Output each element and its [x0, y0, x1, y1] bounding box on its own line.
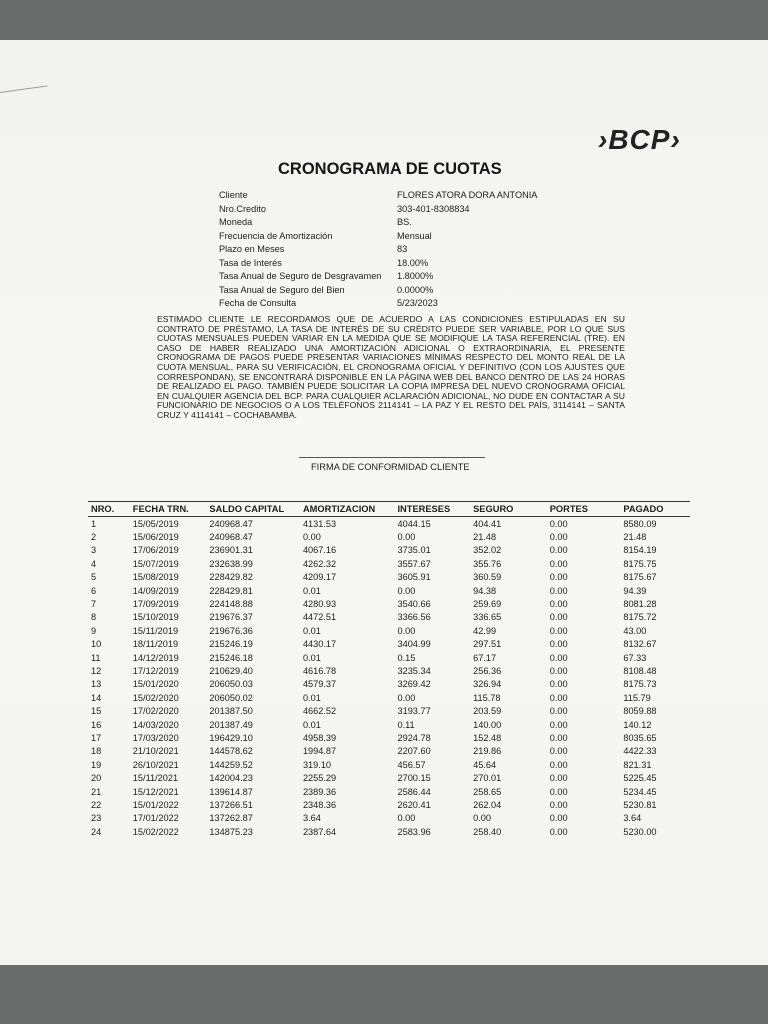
- table-cell: 0.00: [549, 813, 568, 824]
- table-cell: 140.12: [623, 719, 652, 730]
- table-cell: 15/11/2019: [132, 625, 179, 636]
- table-cell: 2: [91, 532, 97, 543]
- table-cell: 5230.00: [623, 826, 657, 837]
- table-cell: 10: [91, 639, 102, 650]
- info-label: Cliente: [219, 190, 248, 200]
- table-cell: 4579.37: [302, 679, 337, 690]
- info-label: Tasa Anual de Seguro de Desgravamen: [219, 271, 382, 281]
- table-row: [88, 611, 690, 624]
- table-cell: 18: [91, 746, 102, 757]
- table-cell: 14/09/2019: [132, 585, 179, 596]
- table-cell: 144259.52: [209, 759, 253, 770]
- table-cell: 0.00: [549, 558, 568, 569]
- table-cell: 15/12/2021: [132, 786, 179, 797]
- table-cell: 23: [91, 813, 102, 824]
- info-label: Fecha de Consulta: [219, 298, 297, 308]
- table-cell: 20: [91, 773, 102, 784]
- info-value: FLORES ATORA DORA ANTONIA: [397, 190, 538, 200]
- table-cell: 17/03/2020: [132, 732, 179, 743]
- table-cell: 0.00: [549, 732, 568, 743]
- installment-table: [88, 501, 690, 838]
- table-cell: 0.00: [549, 639, 568, 650]
- table-row: [88, 771, 690, 784]
- table-cell: 3605.91: [397, 572, 431, 583]
- table-cell: 360.59: [473, 572, 502, 583]
- table-cell: 4616.78: [302, 665, 337, 676]
- table-cell: 0.00: [549, 532, 568, 543]
- table-cell: 43.00: [623, 625, 647, 636]
- table-cell: 319.10: [302, 759, 332, 770]
- column-header: SEGURO: [473, 504, 514, 514]
- table-cell: 219676.37: [209, 612, 253, 623]
- table-cell: 0.00: [549, 625, 568, 636]
- info-row: [219, 257, 537, 271]
- table-cell: 6: [91, 585, 97, 596]
- table-cell: 15: [91, 706, 102, 717]
- table-cell: 22: [91, 799, 102, 810]
- table-cell: 8059.88: [623, 706, 657, 717]
- table-row: [88, 745, 690, 758]
- table-cell: 45.64: [473, 759, 497, 770]
- table-cell: 3.64: [623, 813, 642, 824]
- table-cell: 144578.62: [209, 746, 253, 757]
- table-cell: 115.78: [473, 692, 501, 703]
- table-cell: 0.00: [549, 518, 568, 529]
- signature-label: FIRMA DE CONFORMIDAD CLIENTE: [311, 462, 470, 472]
- table-cell: 0.00: [397, 585, 416, 596]
- table-cell: 4: [91, 558, 97, 569]
- table-cell: 352.02: [473, 545, 502, 556]
- table-cell: 3540.66: [397, 599, 431, 610]
- table-row: [88, 557, 690, 570]
- table-cell: 1994.87: [302, 746, 337, 757]
- info-value: 83: [397, 244, 408, 254]
- table-cell: 15/01/2022: [132, 799, 179, 810]
- table-cell: 4131.53: [302, 518, 337, 529]
- table-cell: 3193.77: [397, 706, 431, 717]
- table-cell: 17/01/2022: [132, 813, 179, 824]
- info-row: [219, 189, 537, 203]
- table-cell: 0.00: [397, 532, 416, 543]
- column-header: NRO.: [91, 504, 115, 514]
- table-cell: 8081.28: [623, 599, 657, 610]
- table-cell: 0.00: [549, 746, 568, 757]
- table-cell: 139614.87: [209, 786, 253, 797]
- table-cell: 201387.50: [209, 706, 253, 717]
- table-cell: 13: [91, 679, 102, 690]
- info-value: 18.00%: [397, 257, 429, 268]
- table-cell: 17/12/2019: [132, 665, 179, 676]
- table-cell: 2583.96: [397, 826, 431, 837]
- table-cell: 2255.29: [302, 773, 337, 784]
- table-cell: 0.00: [397, 692, 416, 703]
- table-cell: 2387.64: [302, 826, 337, 837]
- table-cell: 17/02/2020: [132, 706, 179, 717]
- table-cell: 15/08/2019: [132, 572, 179, 583]
- table-cell: 94.39: [623, 585, 647, 596]
- table-cell: 215246.19: [209, 639, 253, 650]
- table-row: [88, 785, 690, 798]
- table-row: [88, 678, 690, 691]
- table-cell: 15/07/2019: [132, 558, 179, 569]
- table-cell: 326.94: [473, 679, 502, 690]
- table-cell: 0.11: [397, 719, 415, 730]
- table-cell: 336.65: [473, 612, 502, 623]
- table-header-row: [88, 502, 690, 516]
- info-row: [219, 216, 537, 230]
- info-row: [219, 284, 537, 298]
- table-cell: 8035.65: [623, 732, 657, 743]
- table-cell: 15/10/2019: [132, 612, 179, 623]
- table-cell: 219676.36: [209, 625, 253, 636]
- table-cell: 3269.42: [397, 679, 431, 690]
- table-row: [88, 571, 690, 584]
- table-cell: 228429.82: [209, 572, 253, 583]
- table-cell: 219.86: [473, 746, 502, 757]
- table-cell: 210629.40: [209, 665, 253, 676]
- table-cell: 240968.47: [209, 518, 253, 529]
- table-cell: 8175.75: [623, 558, 657, 569]
- info-label: Frecuencia de Amortización: [219, 230, 333, 241]
- table-cell: 0.00: [549, 665, 568, 676]
- table-cell: 0.00: [549, 585, 568, 596]
- table-cell: 94.38: [473, 585, 497, 596]
- table-cell: 259.69: [473, 599, 502, 610]
- table-cell: 0.00: [549, 719, 568, 730]
- table-cell: 0.00: [549, 773, 568, 784]
- table-cell: 12: [91, 665, 102, 676]
- column-header: AMORTIZACION: [302, 504, 376, 514]
- table-cell: 2207.60: [397, 746, 431, 757]
- table-cell: 5234.45: [623, 786, 657, 797]
- table-cell: 228429.81: [209, 585, 253, 596]
- table-cell: 26/10/2021: [132, 759, 179, 770]
- table-cell: 4662.52: [302, 706, 337, 717]
- table-cell: 2700.15: [397, 773, 431, 784]
- table-cell: 0.01: [302, 585, 321, 596]
- table-row: [88, 812, 690, 825]
- table-cell: 0.15: [397, 652, 416, 663]
- table-cell: 8154.19: [623, 545, 657, 556]
- table-cell: 3735.01: [397, 545, 431, 556]
- info-row: [219, 243, 537, 257]
- info-value: BS.: [397, 217, 412, 227]
- table-cell: 236901.31: [209, 545, 253, 556]
- table-cell: 17/09/2019: [132, 599, 179, 610]
- table-row: [88, 704, 690, 717]
- table-cell: 270.01: [473, 773, 502, 784]
- table-cell: 8175.67: [623, 572, 657, 583]
- table-cell: 115.79: [623, 692, 651, 703]
- table-cell: 3235.34: [397, 665, 431, 676]
- table-cell: 0.00: [549, 786, 568, 797]
- table-cell: 9: [91, 625, 97, 636]
- table-row: [88, 731, 690, 744]
- table-row: [88, 544, 690, 557]
- table-cell: 0.00: [549, 759, 568, 770]
- table-cell: 21.48: [473, 532, 497, 543]
- credit-info-block: [219, 189, 537, 311]
- table-row: [88, 651, 690, 664]
- table-cell: 0.01: [302, 625, 321, 636]
- table-cell: 15/02/2020: [132, 692, 179, 703]
- table-body: [88, 517, 690, 838]
- table-cell: 137266.51: [209, 799, 253, 810]
- table-cell: 203.59: [473, 706, 502, 717]
- table-cell: 206050.03: [209, 679, 253, 690]
- table-cell: 14/12/2019: [132, 652, 179, 663]
- table-cell: 0.01: [302, 652, 321, 663]
- bcp-logo: ›BCP›: [598, 124, 681, 155]
- table-row: [88, 664, 690, 677]
- table-cell: 14/03/2020: [132, 719, 179, 730]
- column-header: PORTES: [549, 504, 588, 514]
- info-value: 0.0000%: [397, 284, 434, 295]
- table-cell: 11: [91, 652, 101, 663]
- table-cell: 8: [91, 612, 97, 623]
- table-cell: 0.00: [302, 532, 321, 543]
- table-cell: 355.76: [473, 558, 502, 569]
- table-row: [88, 517, 690, 530]
- table-row: [88, 584, 690, 597]
- table-cell: 240968.47: [209, 532, 253, 543]
- table-cell: 0.00: [549, 599, 568, 610]
- info-value: 303-401-8308834: [397, 203, 470, 214]
- table-cell: 8175.72: [623, 612, 657, 623]
- table-cell: 0.01: [302, 692, 321, 703]
- table-cell: 17: [91, 732, 102, 743]
- column-header: SALDO CAPITAL: [209, 504, 285, 514]
- table-cell: 1: [91, 518, 97, 529]
- table-row: [88, 758, 690, 771]
- info-label: Nro.Credito: [219, 203, 266, 214]
- table-cell: 140.00: [473, 719, 502, 730]
- table-cell: 15/01/2020: [132, 679, 179, 690]
- table-cell: 0.00: [397, 813, 416, 824]
- table-cell: 16: [91, 719, 102, 730]
- table-cell: 21/10/2021: [132, 746, 179, 757]
- table-row: [88, 624, 690, 637]
- table-cell: 15/06/2019: [132, 532, 179, 543]
- table-cell: 137262.87: [209, 813, 253, 824]
- table-cell: 7: [91, 599, 97, 610]
- table-cell: 4044.15: [397, 518, 431, 529]
- table-cell: 15/05/2019: [132, 518, 179, 529]
- table-cell: 2924.78: [397, 732, 431, 743]
- table-cell: 8580.09: [623, 518, 657, 529]
- table-cell: 4209.17: [302, 572, 337, 583]
- table-cell: 8132.67: [623, 639, 657, 650]
- table-cell: 4280.93: [302, 599, 337, 610]
- table-cell: 2348.36: [302, 799, 337, 810]
- column-header: FECHA TRN.: [132, 504, 189, 514]
- table-cell: 3: [91, 545, 97, 556]
- table-row: [88, 691, 690, 704]
- table-cell: 0.00: [549, 706, 568, 717]
- table-cell: 134875.23: [209, 826, 253, 837]
- table-cell: 4958.39: [302, 732, 337, 743]
- table-cell: 258.40: [473, 826, 502, 837]
- table-cell: 5230.81: [623, 799, 657, 810]
- table-cell: 215246.18: [209, 652, 253, 663]
- table-cell: 15/02/2022: [132, 826, 179, 837]
- table-cell: 0.00: [549, 799, 568, 810]
- table-cell: 224148.88: [209, 599, 253, 610]
- table-cell: 0.00: [473, 813, 491, 824]
- info-row: [219, 203, 537, 217]
- table-cell: 0.00: [549, 826, 568, 837]
- table-row: [88, 638, 690, 651]
- table-cell: 2586.44: [397, 786, 431, 797]
- table-cell: 67.33: [623, 652, 647, 663]
- table-cell: 17/06/2019: [132, 545, 179, 556]
- table-cell: 232638.99: [209, 558, 253, 569]
- table-row: [88, 825, 690, 838]
- table-cell: 0.00: [549, 692, 568, 703]
- info-row: [219, 270, 537, 284]
- table-cell: 0.00: [549, 679, 568, 690]
- table-cell: 5: [91, 572, 97, 583]
- table-cell: 5225.45: [623, 773, 657, 784]
- table-cell: 3366.56: [397, 612, 431, 623]
- table-cell: 14: [91, 692, 102, 703]
- table-row: [88, 718, 690, 731]
- table-cell: 297.51: [473, 639, 502, 650]
- info-label: Moneda: [219, 217, 253, 227]
- info-value: 1.8000%: [397, 271, 434, 281]
- table-cell: 152.48: [473, 732, 502, 743]
- table-cell: 196429.10: [209, 732, 253, 743]
- table-cell: 67.17: [473, 652, 497, 663]
- table-cell: 821.31: [623, 759, 652, 770]
- table-cell: 3.64: [302, 813, 321, 824]
- table-cell: 404.41: [473, 518, 502, 529]
- customer-notice: ESTIMADO CLIENTE LE RECORDAMOS QUE DE ACUERDO A LAS CONDICIONES ESTIPULADAS EN SU CONTRATO DE PRÉSTAMO, LA TASA DE INTERÉS DE SU CRÉDITO PUEDE SER VARIABLE, POR LO QUE SUS CUOTAS MENSUALES PUEDEN VARIAR EN LA MEDIDA QUE SE MODIFIQUE LA TASA REFERENCIAL (TRE). EN CASO DE HABER REALIZADO UNA AMORTIZACIÓN ADICIONAL O EXTRAORDINARIA, EL PRESENTE CRONOGRAMA DE PAGOS PUEDE PRESENTAR VARIACIONES MÍNIMAS RESPECTO DEL MONTO REAL DE LA CUOTA MENSUAL, PARA SU VERIFICACIÓN, EL CRONOGRAMA OFICIAL Y DEFINITIVO (CON LOS AJUSTES QUE CORRESPONDAN), SE ENCONTRARÁ DISPONIBLE EN LA PÁGINA WEB DEL BANCO DENTRO DE LAS 24 HORAS DE REALIZADO EL PAGO. TAMBIÉN PUEDE SOLICITAR LA COPIA IMPRESA DEL NUEVO CRONOGRAMA OFICIAL EN CUALQUIER AGENCIA DEL BCP. PARA CUALQUIER ACLARACIÓN ADICIONAL, NO DUDE EN CONTACTAR A SU FUNCIONARIO DE NEGOCIOS O A LOS TELÉFONOS 2114141 – LA PAZ Y EL RESTO DEL PAÍS, 3114141 – SANTA CRUZ Y 4114141 – COCHABAMBA.: [157, 314, 625, 420]
- table-cell: 3404.99: [397, 639, 431, 650]
- table-cell: 0.00: [549, 612, 568, 623]
- table-cell: 4422.33: [623, 746, 657, 757]
- info-label: Tasa de Interés: [219, 257, 282, 268]
- table-cell: 42.99: [473, 625, 497, 636]
- table-cell: 206050.02: [209, 692, 253, 703]
- signature-line: [299, 457, 485, 458]
- table-cell: 8108.48: [623, 665, 657, 676]
- table-cell: 0.00: [549, 572, 568, 583]
- column-header: INTERESES: [397, 504, 451, 514]
- document-title: CRONOGRAMA DE CUOTAS: [278, 160, 502, 178]
- table-cell: 24: [91, 826, 102, 837]
- table-cell: 0.01: [302, 719, 321, 730]
- table-row: [88, 798, 690, 811]
- info-value: Mensual: [397, 230, 432, 241]
- info-value: 5/23/2023: [397, 298, 438, 308]
- table-cell: 2389.36: [302, 786, 337, 797]
- info-row: [219, 297, 537, 311]
- table-cell: 256.36: [473, 665, 502, 676]
- table-row: [88, 597, 690, 610]
- table-cell: 456.57: [397, 759, 426, 770]
- table-cell: 0.00: [549, 545, 568, 556]
- column-header: PAGADO: [623, 504, 664, 514]
- table-cell: 21.48: [623, 532, 647, 543]
- info-label: Tasa Anual de Seguro del Bien: [219, 284, 345, 295]
- table-cell: 15/11/2021: [132, 773, 179, 784]
- table-cell: 4472.51: [302, 612, 337, 623]
- table-cell: 262.04: [473, 799, 502, 810]
- table-cell: 4067.16: [302, 545, 337, 556]
- table-cell: 4430.17: [302, 639, 337, 650]
- table-cell: 21: [91, 786, 102, 797]
- table-cell: 8175.73: [623, 679, 657, 690]
- table-cell: 2620.41: [397, 799, 431, 810]
- table-cell: 0.00: [397, 625, 416, 636]
- table-cell: 142004.23: [209, 773, 253, 784]
- table-cell: 0.00: [549, 652, 568, 663]
- table-cell: 201387.49: [209, 719, 253, 730]
- table-cell: 258.65: [473, 786, 502, 797]
- info-row: [219, 230, 537, 244]
- table-row: [88, 530, 690, 543]
- table-cell: 18/11/2019: [132, 639, 179, 650]
- info-label: Plazo en Meses: [219, 244, 285, 254]
- paper-fold-mark: [0, 85, 48, 93]
- table-cell: 19: [91, 759, 102, 770]
- table-cell: 3557.67: [397, 558, 431, 569]
- table-cell: 4262.32: [302, 558, 337, 569]
